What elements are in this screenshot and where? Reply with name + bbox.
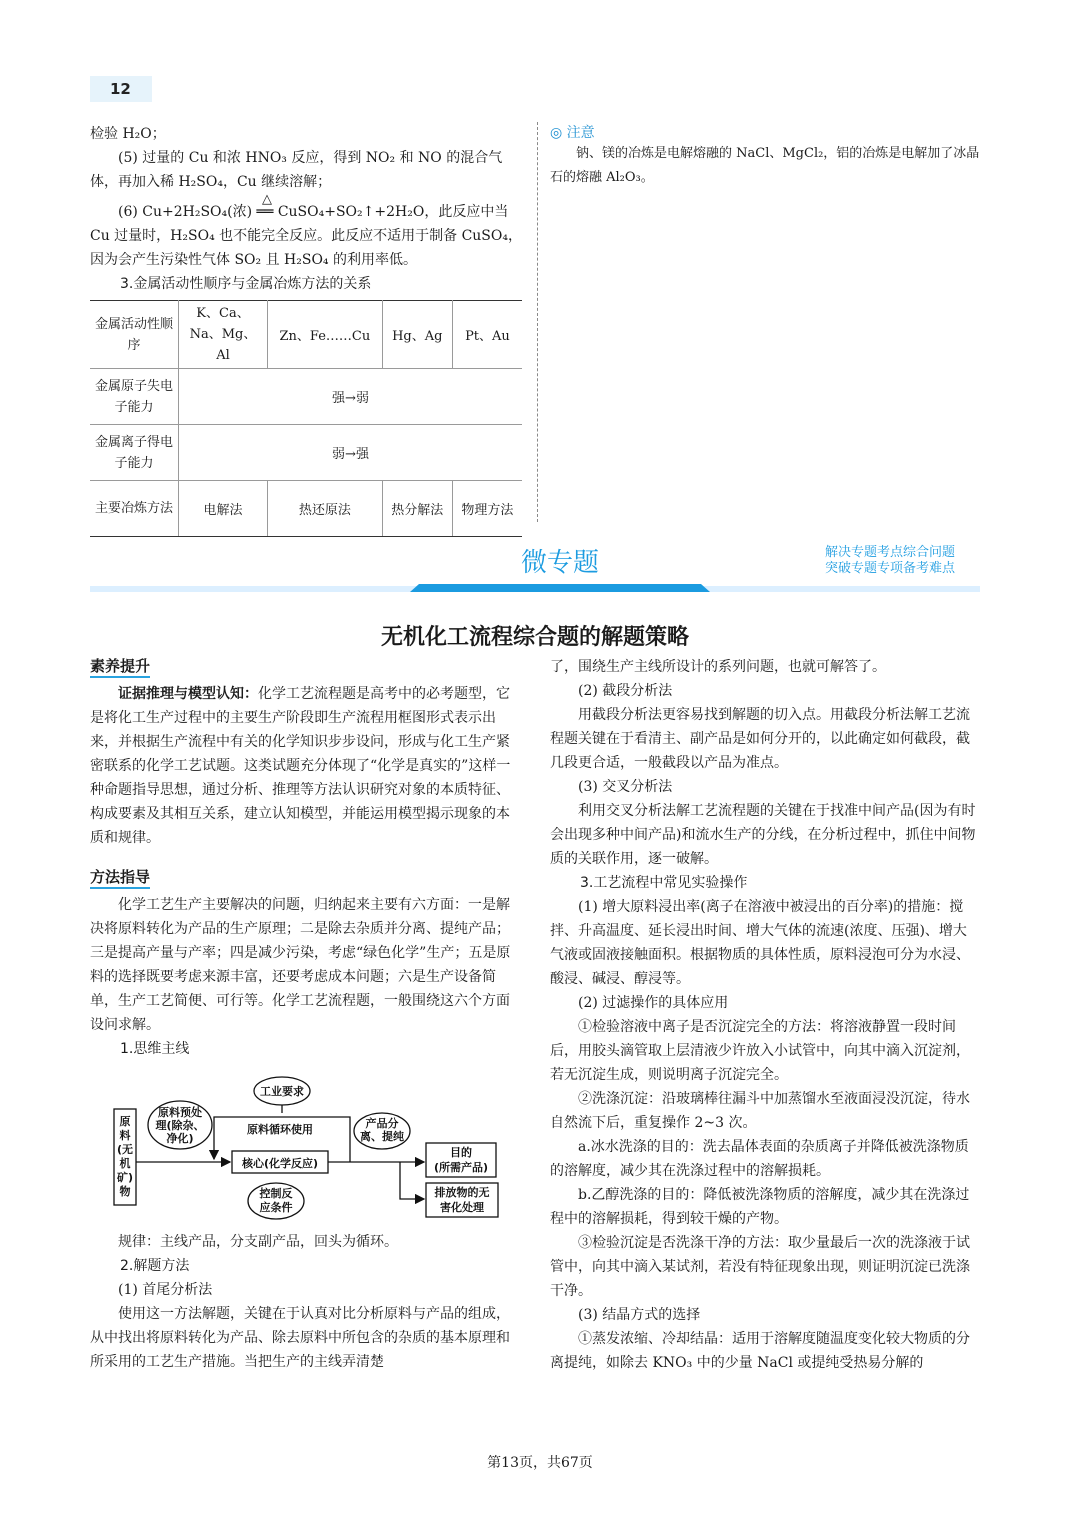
text-para: ②洗涤沉淀：沿玻璃棒往漏斗中加蒸馏水至液面浸没沉淀，待水自然流下后，重复操作 2~3 次。: [550, 1091, 970, 1131]
text-para: 化学工艺流程题是高考中的必考题型，它是将化工生产过程中的主要生产阶段即生产流程用框图形式表示出来，并根据生产流程中有关的化学知识步步设问，形成与化工生产紧密联系的化学工艺试题。这类试题充分体现了“化学是真实的”这样一种命题指导思想，通过分析、推理等方法认识研究对象的本质特征、构成要素及其相互关系，建立认知模型，并能运用模型揭示现象的本质和规律。: [90, 686, 511, 846]
table-cell: 主要冶炼方法: [90, 481, 179, 537]
svg-text:(所需产品): (所需产品): [433, 1161, 489, 1174]
table-cell: Hg、Ag: [382, 301, 452, 369]
table-cell: 物理方法: [452, 481, 522, 537]
section-heading: 素养提升: [90, 657, 150, 678]
svg-text:目的: 目的: [450, 1146, 472, 1159]
table-cell: Zn、Fe……Cu: [268, 301, 383, 369]
svg-text:矿): 矿): [116, 1171, 134, 1184]
subheading: (1) 首尾分析法: [118, 1282, 213, 1298]
subheading: (3) 交叉分析法: [578, 779, 673, 795]
svg-text:料: 料: [119, 1129, 131, 1142]
subheading: (2) 过滤操作的具体应用: [578, 995, 729, 1011]
table-cell: 金属原子失电子能力: [90, 369, 179, 425]
right-column: [550, 655, 980, 1375]
banner-title: 微专题: [520, 548, 599, 578]
text-para: (1) 增大原料浸出率(离子在溶液中被浸出的百分率)的措施：搅拌、升高温度、延长浸出时间、增大气体的流速(浓度、压强)、增大气液或固液接触面积。根据物质的具体性质，原料浸泡可分为水浸、酸浸、碱浸、醇浸等。: [550, 899, 970, 987]
svg-text:理(除杂、: 理(除杂、: [155, 1119, 205, 1132]
text-para: ①蒸发浓缩、冷却结晶：适用于溶解度随温度变化较大物质的分离提纯，如除去 KNO₃ 中的少量 NaCl 或提纯受热易分解的: [550, 1331, 970, 1371]
text-line: 检验 H₂O；: [90, 126, 166, 142]
table-title: 3.金属活动性顺序与金属冶炼方法的关系: [120, 276, 372, 292]
note-box: [550, 122, 980, 190]
text-para: 使用这一方法解题，关键在于认真对比分析原料与产品的组成，从中找出将原料转化为产品、除去原料中所包含的杂质的基本原理和所采用的工艺生产措施。当把生产的主线弄清楚: [90, 1306, 510, 1370]
text-para: b.乙醇洗涤的目的：降低被洗涤物质的溶解度，减少其在洗涤过程中的溶解损耗，得到较干燥的产物。: [550, 1187, 970, 1227]
table-cell: 弱→强: [179, 425, 523, 481]
left-top-text: [90, 122, 522, 296]
text-para: 规律：主线产品，分支副产品，回头为循环。: [118, 1234, 398, 1250]
delta-symbol: △: [262, 192, 272, 207]
left-column: [90, 655, 522, 1061]
svg-text:害化处理: 害化处理: [440, 1201, 484, 1214]
table-cell: 金属离子得电子能力: [90, 425, 179, 481]
text-para: 了，围绕生产主线所设计的系列问题，也就可解答了。: [550, 659, 886, 675]
svg-text:应条件: 应条件: [259, 1201, 293, 1214]
table-cell: 电解法: [179, 481, 268, 537]
text-para: ①检验溶液中离子是否沉淀完全的方法：将溶液静置一段时间后，用胶头滴管取上层清液少许放入小试管中，向其中滴入沉淀剂，若无沉淀生成，则说明离子沉淀完全。: [550, 1019, 970, 1083]
table-cell: 金属活动性顺序: [90, 301, 179, 369]
svg-text:控制反: 控制反: [259, 1187, 293, 1200]
text-para: 用截段分析法更容易找到解题的切入点。用截段分析法解工艺流程题关键在于看清主、副产品是如何分开的，以此确定如何截段，截几段更合适，一般截段以产品为准点。: [550, 707, 970, 771]
svg-text:核心(化学反应): 核心(化学反应): [241, 1157, 319, 1170]
svg-text:净化): 净化): [166, 1132, 194, 1145]
svg-text:机: 机: [119, 1157, 131, 1170]
svg-text:工业要求: 工业要求: [260, 1085, 304, 1098]
note-text: 钠、镁的冶炼是电解熔融的 NaCl、MgCl₂，铝的冶炼是电解加了冰晶石的熔融 Al₂O₃。: [550, 146, 980, 185]
recycle-label: 原料循环使用: [247, 1123, 313, 1136]
article-title: 无机化工流程综合题的解题策略: [380, 625, 689, 650]
svg-text:原: 原: [119, 1115, 131, 1128]
text-para: (6) Cu+2H₂SO₄(浓) ══ CuSO₄+SO₂↑+2H₂O，此反应中当 Cu 过量时，H₂SO₄ 也不能完全反应。此反应不适用于制备 CuSO₄，因为会产生污染性气体 SO₂ 且 H₂SO₄ 的利用率低。: [90, 204, 522, 268]
text-para: 利用交叉分析法解工艺流程题的关键在于找准中间产品(因为有时会出现多种中间产品)和流水生产的分线，在分析过程中，抓住中间物质的关联作用，逐一破解。: [550, 803, 976, 867]
text-para: 化学工艺生产主要解决的问题，归纳起来主要有六方面：一是解决将原料转化为产品的生产原理；二是除去杂质并分离、提纯产品；三是提高产量与产率；四是减少污染，考虑“绿色化学”生产；五是原料的选择既要考虑来源丰富，还要考虑成本问题；六是生产设备简单，生产工艺简便、可行等。化学工艺流程题，一般围绕这六个方面设问求解。: [90, 897, 511, 1033]
banner-sub-2: 突破专题专项备考难点: [825, 561, 956, 576]
text-para: ③检验沉淀是否洗涤干净的方法：取少量最后一次的洗涤液于试管中，向其中滴入某试剂，若没有特征现象出现，则证明沉淀已洗涤干净。: [550, 1235, 970, 1299]
svg-text:(无: (无: [116, 1143, 134, 1156]
subheading: 3.工艺流程中常见实验操作: [580, 875, 748, 891]
left-column-bottom: [90, 1230, 522, 1374]
svg-text:原料预处: 原料预处: [158, 1106, 202, 1119]
table-cell: K、Ca、Na、Mg、Al: [179, 301, 268, 369]
text-para: a.冰水洗涤的目的：洗去晶体表面的杂质离子并降低被洗涤物质的溶解度，减少其在洗涤过程中的溶解损耗。: [550, 1139, 969, 1179]
svg-text:产品分: 产品分: [365, 1117, 399, 1130]
svg-text:物: 物: [119, 1185, 131, 1198]
table-cell: 热分解法: [382, 481, 452, 537]
text-para: (5) 过量的 Cu 和浓 HNO₃ 反应，得到 NO₂ 和 NO 的混合气体，再加入稀 H₂SO₄，Cu 继续溶解；: [90, 150, 503, 190]
svg-text:排放物的无: 排放物的无: [434, 1186, 490, 1199]
flowchart: [110, 1075, 510, 1225]
page-number: 12: [90, 76, 152, 102]
column-divider: [537, 122, 538, 522]
bold-lead: 证据推理与模型认知：: [118, 686, 258, 702]
subheading: (2) 截段分析法: [578, 683, 673, 699]
table-cell: 强→弱: [179, 369, 523, 425]
subheading: 2.解题方法: [120, 1258, 190, 1274]
subheading: 1.思维主线: [120, 1041, 190, 1057]
banner-sub-1: 解决专题考点综合问题: [825, 545, 956, 560]
svg-text:离、提纯: 离、提纯: [360, 1130, 404, 1143]
note-title: ◎ 注意: [550, 125, 595, 141]
metal-table: [90, 300, 522, 537]
table-cell: Pt、Au: [452, 301, 522, 369]
subheading: (3) 结晶方式的选择: [578, 1307, 701, 1323]
page-footer: 第13页，共67页: [487, 1455, 593, 1471]
table-cell: 热还原法: [268, 481, 383, 537]
topic-banner: [90, 540, 980, 595]
section-heading: 方法指导: [90, 868, 150, 889]
